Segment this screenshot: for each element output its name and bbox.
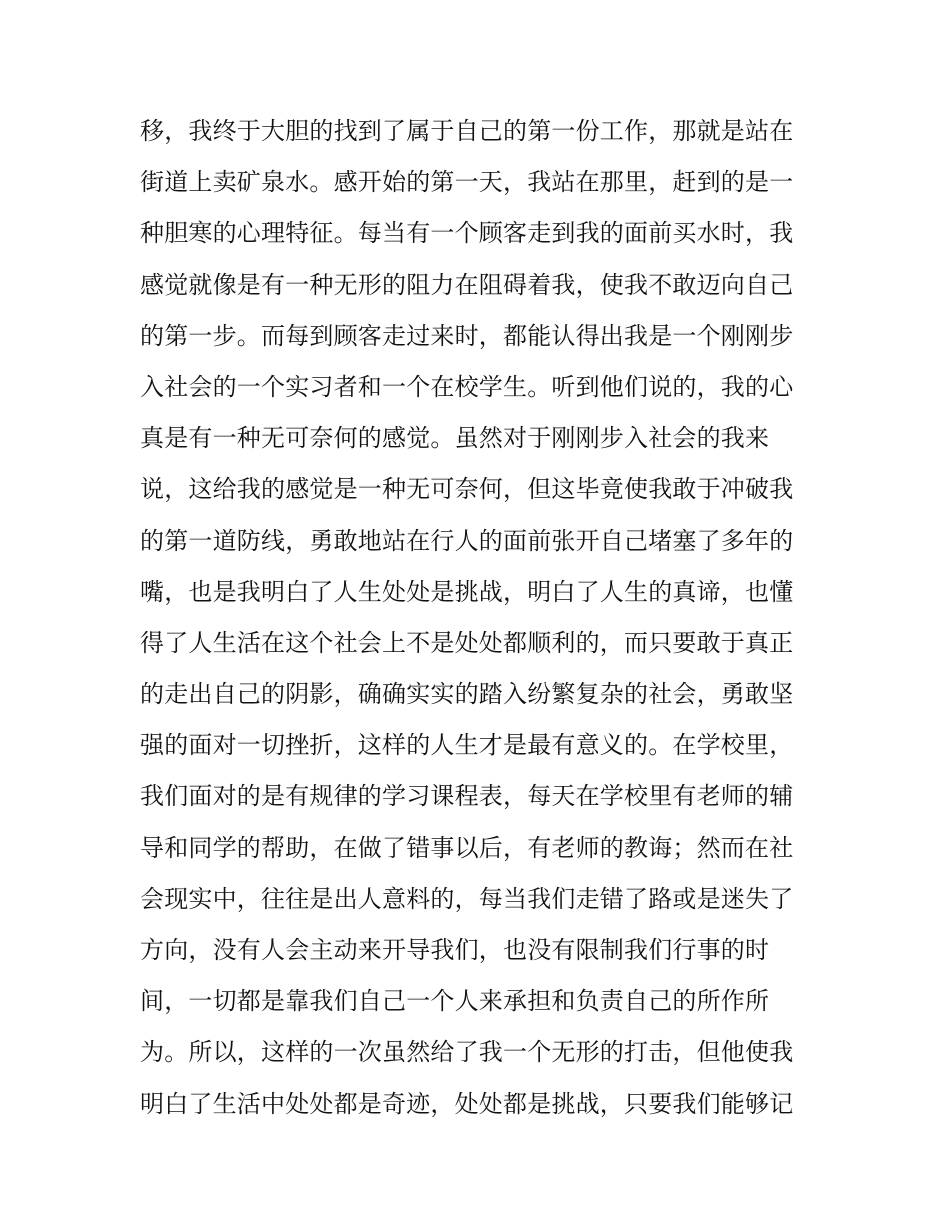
text-line: 会现实中，往往是出人意料的，每当我们走错了路或是迷失了 [140,884,794,913]
text-line: 强的面对一切挫折，这样的人生才是最有意义的。在学校里， [140,731,794,760]
text-line: 我们面对的是有规律的学习课程表，每天在学校里有老师的辅 [140,782,794,811]
text-line: 真是有一种无可奈何的感觉。虽然对于刚刚步入社会的我来 [140,424,770,453]
text-line: 的第一道防线，勇敢地站在行人的面前张开自己堵塞了多年的 [140,526,794,555]
text-line: 的走出自己的阴影，确确实实的踏入纷繁复杂的社会，勇敢坚 [140,680,794,709]
text-line: 为。所以，这样的一次虽然给了我一个无形的打击，但他使我 [140,1038,794,1067]
text-line: 明白了生活中处处都是奇迹，处处都是挑战，只要我们能够记 [140,1089,794,1118]
text-line: 入社会的一个实习者和一个在校学生。听到他们说的，我的心 [140,372,794,401]
text-line: 嘴，也是我明白了人生处处是挑战，明白了人生的真谛，也懂 [140,577,794,606]
text-line: 的第一步。而每到顾客走过来时，都能认得出我是一个刚刚步 [140,321,794,350]
text-line: 导和同学的帮助，在做了错事以后，有老师的教诲；然而在社 [140,833,794,862]
text-line: 感觉就像是有一种无形的阻力在阻碍着我，使我不敢迈向自己 [140,270,794,299]
text-line: 移，我终于大胆的找到了属于自己的第一份工作，那就是站在 [140,117,794,145]
text-line: 街道上卖矿泉水。感开始的第一天，我站在那里，赶到的是一 [140,168,794,197]
text-line: 得了人生活在这个社会上不是处处都顺利的，而只要敢于真正 [140,628,794,657]
text-line: 方向，没有人会主动来开导我们，也没有限制我们行事的时 [140,936,770,964]
body-paragraph [140,106,820,1130]
text-line: 说，这给我的感觉是一种无可奈何，但这毕竟使我敢于冲破我 [140,475,794,504]
text-line: 间，一切都是靠我们自己一个人来承担和负责自己的所作所 [140,987,770,1016]
text-line: 种胆寒的心理特征。每当有一个顾客走到我的面前买水时，我 [140,219,794,248]
